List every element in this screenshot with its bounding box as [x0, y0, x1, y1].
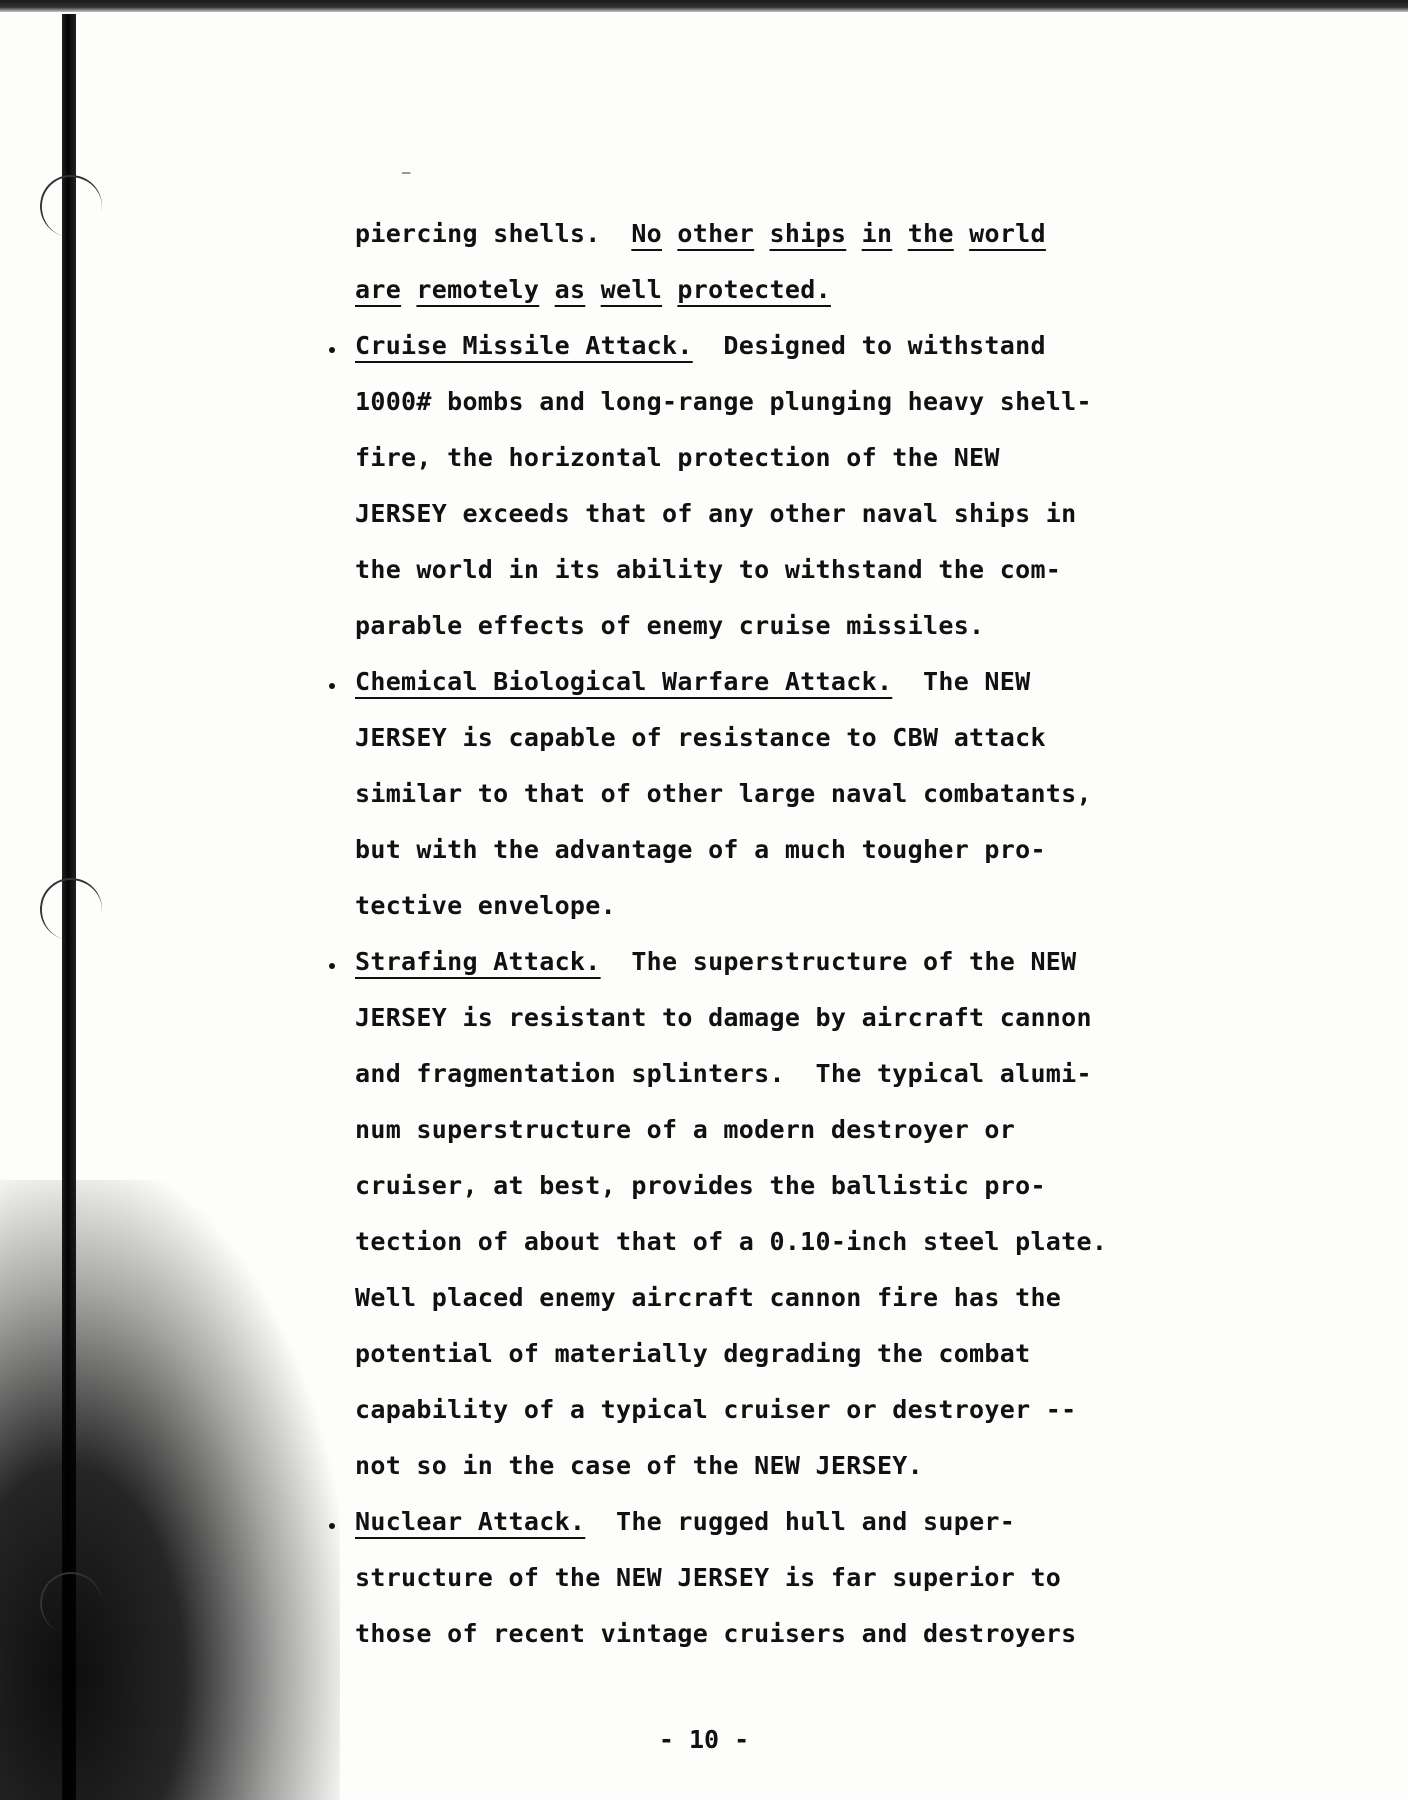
underlined-word: remotely: [416, 275, 540, 304]
underlined-word: protected.: [677, 275, 831, 304]
text-line-6: JERSEY exceeds that of any other naval ships in: [355, 499, 1077, 528]
section-heading: Nuclear Attack.: [355, 1507, 586, 1536]
bullet-cruise-missile: Cruise Missile Attack. Designed to withstand: [355, 331, 1046, 360]
underlined-word: No: [631, 219, 663, 248]
text-line-11: similar to that of other large naval combatants,: [355, 779, 1092, 808]
text-line-12: but with the advantage of a much tougher pro-: [355, 835, 1046, 864]
underlined-word: world: [969, 219, 1046, 248]
section-heading: Cruise Missile Attack.: [355, 331, 693, 360]
underlined-word: ships: [769, 219, 847, 248]
text-line-16: and fragmentation splinters. The typical alumi-: [355, 1059, 1092, 1088]
underlined-word: are: [355, 275, 402, 304]
text-line-18: cruiser, at best, provides the ballistic pro-: [355, 1171, 1046, 1200]
page-number: - 10 -: [658, 1725, 750, 1754]
punch-hole-middle: [35, 873, 107, 945]
text-line-4: 1000# bombs and long-range plunging heavy shell-: [355, 387, 1092, 416]
text-line-17: num superstructure of a modern destroyer or: [355, 1115, 1016, 1144]
section-heading: Chemical Biological Warfare Attack.: [355, 667, 893, 696]
underlined-word: other: [677, 219, 755, 248]
text-line-21: potential of materially degrading the combat: [355, 1339, 1031, 1368]
text-line-13: tective envelope.: [355, 891, 616, 920]
text-line-7: the world in its ability to withstand the com-: [355, 555, 1062, 584]
text-line-19: tection of about that of a 0.10-inch steel plate.: [355, 1227, 1108, 1256]
underlined-word: the: [907, 219, 954, 248]
body-text: [355, 206, 1185, 1662]
bullet-cbw: Chemical Biological Warfare Attack. The NEW: [355, 667, 1031, 696]
text-line-5: fire, the horizontal protection of the NEW: [355, 443, 1000, 472]
text-line-15: JERSEY is resistant to damage by aircraft cannon: [355, 1003, 1092, 1032]
section-heading: Strafing Attack.: [355, 947, 601, 976]
text-line-1: piercing shells. No other ships in the world: [355, 219, 1046, 248]
binder-shadow: [0, 1180, 340, 1800]
underlined-word: as: [554, 275, 586, 304]
underlined-word: in: [861, 219, 893, 248]
text-line-10: JERSEY is capable of resistance to CBW attack: [355, 723, 1046, 752]
text-line-25: structure of the NEW JERSEY is far superior to: [355, 1563, 1062, 1592]
bullet-nuclear: Nuclear Attack. The rugged hull and super-: [355, 1507, 1016, 1536]
text-line-8: parable effects of enemy cruise missiles.: [355, 611, 985, 640]
scan-top-edge: [0, 0, 1408, 12]
text-line-20: Well placed enemy aircraft cannon fire has the: [355, 1283, 1062, 1312]
text-line-26: those of recent vintage cruisers and destroyers: [355, 1619, 1077, 1648]
punch-hole-top: [35, 170, 107, 242]
underlined-word: well: [600, 275, 663, 304]
stray-mark: —: [402, 165, 411, 181]
bullet-strafing: Strafing Attack. The superstructure of the NEW: [355, 947, 1077, 976]
text-line-2: [355, 262, 1185, 318]
text-line-23: not so in the case of the NEW JERSEY.: [355, 1451, 923, 1480]
text-line-22: capability of a typical cruiser or destroyer --: [355, 1395, 1077, 1424]
